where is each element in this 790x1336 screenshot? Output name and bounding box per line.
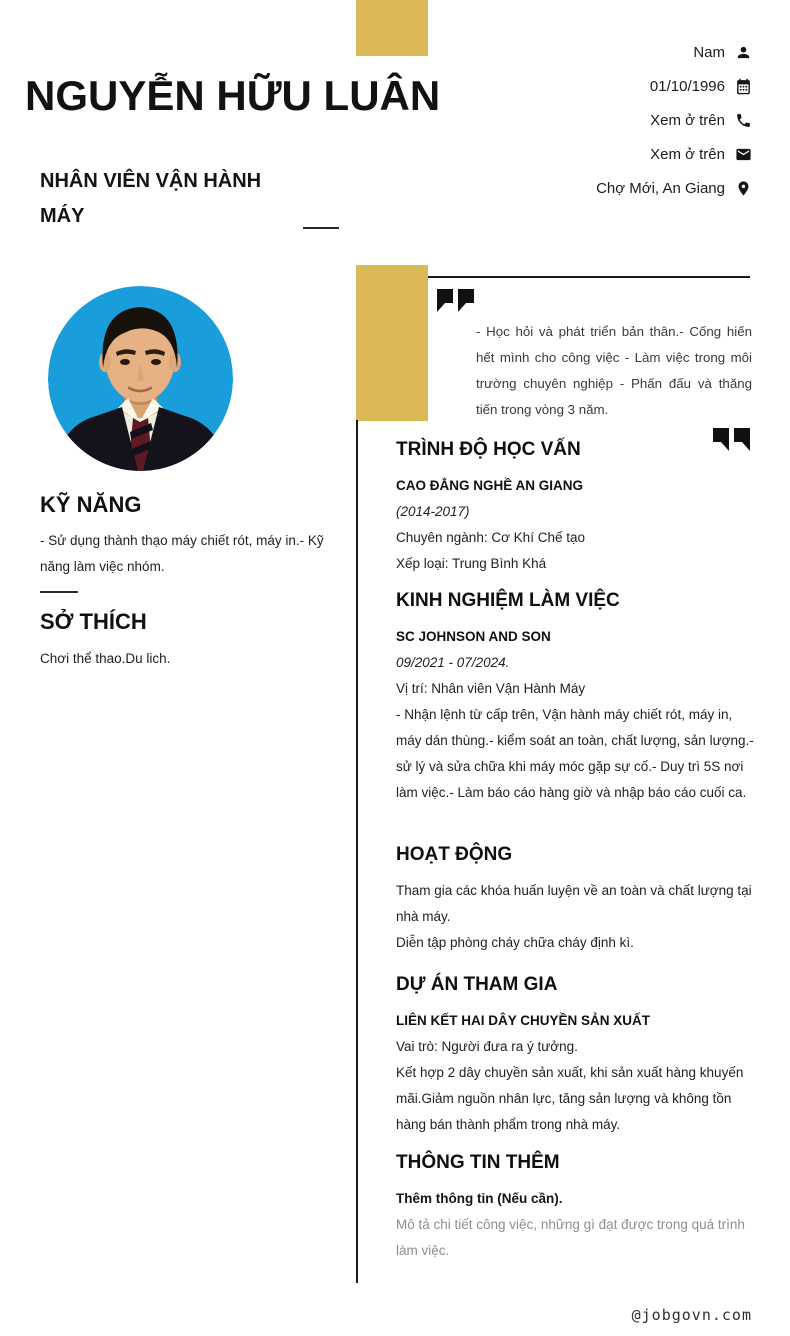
contact-row-gender <box>596 35 752 69</box>
accent-block-quote <box>356 265 428 421</box>
location-icon <box>735 180 752 197</box>
email-icon <box>735 146 752 163</box>
contact-row-address <box>596 171 752 205</box>
education-title: TRÌNH ĐỘ HỌC VẤN <box>396 439 581 460</box>
contact-block <box>596 35 752 205</box>
experience-title: KINH NGHIỆM LÀM VIỆC <box>396 590 620 611</box>
phone-icon <box>735 112 752 129</box>
career-objective: - Học hỏi và phát triển bản thân.- Cống hiến hết mình cho công việc - Làm việc trong môi trường chuyên nghiệp - Phấn đấu và thăng tiến trong vòng 3 năm. <box>476 324 752 417</box>
section-experience <box>396 589 754 806</box>
job-title-underline <box>303 227 339 229</box>
section-additional-info <box>396 1151 754 1264</box>
quote-top-rule <box>428 276 750 278</box>
education-period: (2014-2017) <box>396 504 470 519</box>
contact-row-email <box>596 137 752 171</box>
education-school: CAO ĐẲNG NGHỀ AN GIANG <box>396 478 584 493</box>
project-role: Vai trò: Người đưa ra ý tưởng. <box>396 1039 578 1054</box>
additional-title: THÔNG TIN THÊM <box>396 1152 560 1173</box>
contact-row-phone <box>596 103 752 137</box>
education-grade: Xếp loại: Trung Bình Khá <box>396 556 547 571</box>
section-education <box>396 438 754 577</box>
watermark: @jobgovn.com <box>631 1306 752 1324</box>
experience-period: 09/2021 - 07/2024. <box>396 655 510 670</box>
experience-description: - Nhận lệnh từ cấp trên, Vận hành máy chiết rót, máy in, máy dán thùng.- kiểm soát an toàn, chất lượng, sản lượng.- sử lý và sửa chữa khi máy móc gặp sự cố.- Duy trì 5S nơi làm việc.- Làm báo cáo hàng giờ và nhập báo cáo cuối ca. <box>396 707 754 800</box>
project-name: LIÊN KẾT HAI DÂY CHUYỀN SẢN XUẤT <box>396 1013 651 1028</box>
address-value: Chợ Mới, An Giang <box>596 179 725 197</box>
gender-value: Nam <box>693 43 725 61</box>
candidate-name: NGUYỄN HỮU LUÂN <box>25 72 441 119</box>
section-projects <box>396 973 754 1138</box>
experience-company: SC JOHNSON AND SON <box>396 629 551 644</box>
hobbies-title: SỞ THÍCH <box>40 609 147 634</box>
birthdate-value: 01/10/1996 <box>649 77 725 95</box>
project-description: Kết hợp 2 dây chuyền sản xuất, khi sản xuất hàng khuyến mãi.Giảm nguồn nhân lực, tăng sản lượng và không tồn hàng bán thành phẩm trong nhà máy. <box>396 1065 744 1132</box>
open-quote-icon <box>437 288 477 320</box>
calendar-icon <box>735 78 752 95</box>
phone-value: Xem ở trên <box>650 111 725 129</box>
profile-photo <box>48 286 233 471</box>
experience-position: Vị trí: Nhân viên Vận Hành Máy <box>396 681 586 696</box>
activities-line2: Diễn tập phòng cháy chữa cháy định kì. <box>396 935 634 950</box>
projects-title: DỰ ÁN THAM GIA <box>396 974 558 995</box>
section-activities <box>396 843 754 956</box>
sidebar-divider <box>40 591 78 593</box>
activities-title: HOẠT ĐỘNG <box>396 844 513 865</box>
person-icon <box>735 44 752 61</box>
column-divider-line <box>356 420 358 1283</box>
education-major: Chuyên ngành: Cơ Khí Chế tạo <box>396 530 585 545</box>
additional-placeholder: Mô tả chi tiết công việc, những gì đạt được trong quá trình làm việc. <box>396 1217 745 1258</box>
hobbies-text: Chơi thể thao.Du lich. <box>40 651 171 666</box>
accent-block-top <box>356 0 428 56</box>
job-title: NHÂN VIÊN VẬN HÀNH MÁY <box>40 170 262 227</box>
additional-label: Thêm thông tin (Nếu cần). <box>396 1191 563 1206</box>
contact-row-birthdate <box>596 69 752 103</box>
email-value: Xem ở trên <box>650 145 725 163</box>
skills-title: KỸ NĂNG <box>40 492 142 517</box>
skills-text: - Sử dụng thành thạo máy chiết rót, máy in.- Kỹ năng làm việc nhóm. <box>40 533 324 574</box>
activities-line1: Tham gia các khóa huấn luyện về an toàn và chất lượng tại nhà máy. <box>396 883 752 924</box>
